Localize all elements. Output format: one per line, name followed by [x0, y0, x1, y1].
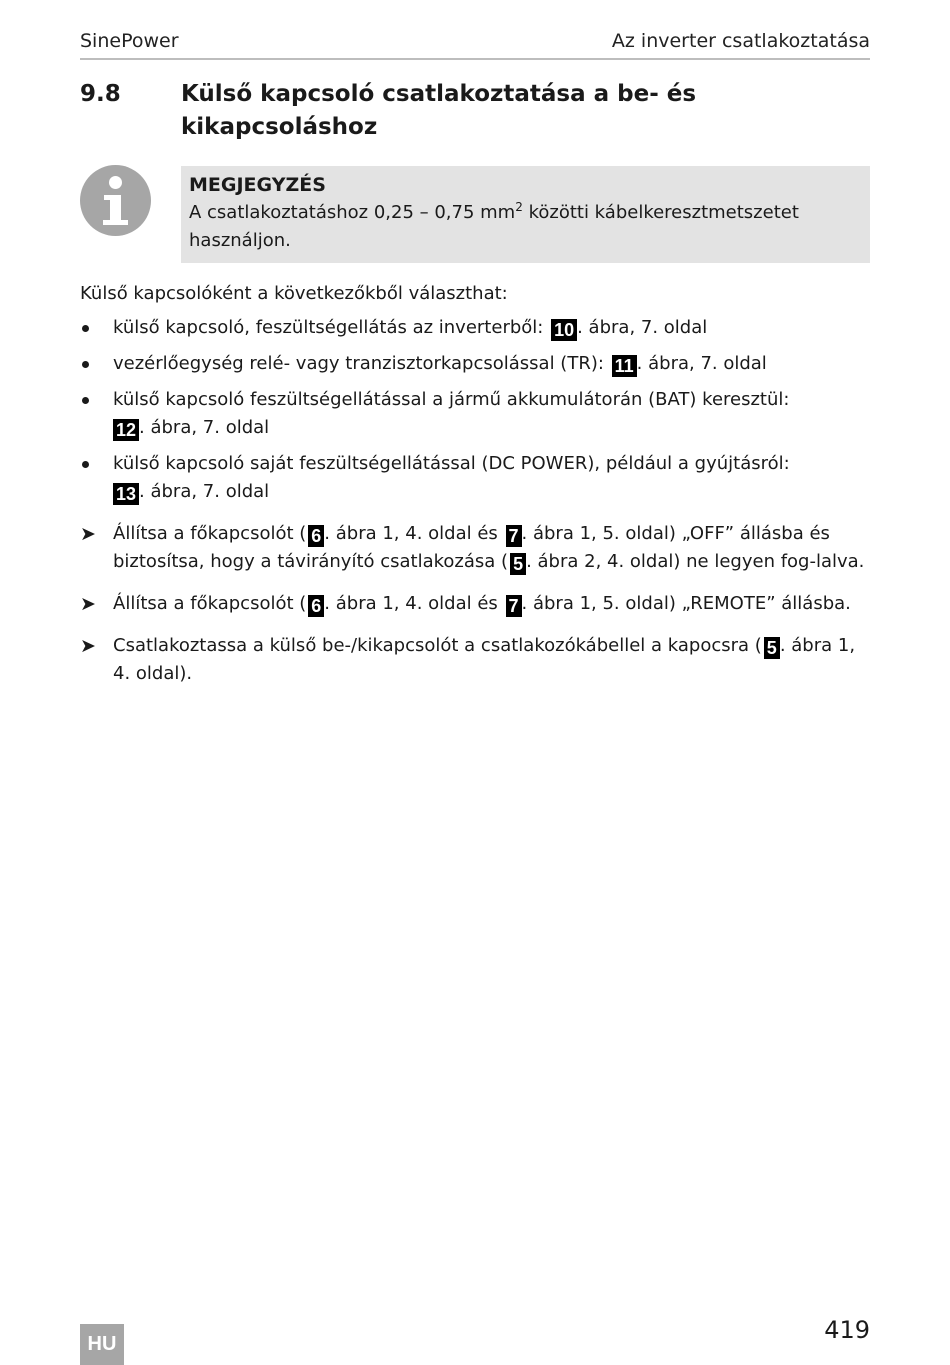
list-item-suffix: . ábra, 7. oldal — [139, 481, 270, 502]
list-item — [80, 386, 870, 442]
intro-paragraph: Külső kapcsolóként a következőkből választhat: — [80, 283, 508, 304]
list-item-text: vezérlőegység relé- vagy tranzisztorkapcsolással (TR): — [113, 353, 610, 374]
section-number: 9.8 — [80, 81, 121, 107]
step-text: . ábra 1, 4. oldal és — [324, 593, 504, 614]
note-text-part: A csatlakoztatáshoz 0,25 – 0,75 mm — [189, 202, 516, 223]
page-number: 419 — [824, 1316, 870, 1344]
list-item — [80, 450, 870, 506]
note-box — [181, 166, 870, 263]
note-superscript: 2 — [515, 200, 523, 214]
figure-reference: 7 — [506, 595, 522, 617]
info-icon — [80, 165, 151, 236]
step-text: . ábra 2, 4. oldal) ne legyen fog-lalva. — [526, 551, 865, 572]
figure-reference: 6 — [308, 595, 324, 617]
arrow-icon: ➤ — [80, 635, 96, 657]
step-text: . ábra 1, 5. oldal) „REMOTE” állásba. — [521, 593, 851, 614]
bullet-icon — [82, 361, 89, 368]
figure-reference: 12 — [113, 419, 139, 441]
step-text: . ábra 1, 5. oldal) „OFF” állásba és biztosítsa, hogy a távirányító csatlakozása ( — [113, 523, 830, 572]
list-item-suffix: . ábra, 7. oldal — [139, 417, 270, 438]
bullet-icon — [82, 325, 89, 332]
body-content — [80, 280, 870, 702]
step-text: Csatlakoztassa a külső be-/kikapcsolót a csatlakozókábellel a kapocsra ( — [113, 635, 762, 656]
figure-reference: 6 — [308, 525, 324, 547]
list-item-text: külső kapcsoló, feszültségellátás az inverterből: — [113, 317, 550, 338]
step-text: Állítsa a főkapcsolót ( — [113, 523, 307, 544]
instruction-step — [80, 632, 870, 688]
arrow-icon: ➤ — [80, 523, 96, 545]
figure-reference: 10 — [551, 319, 577, 341]
list-item — [80, 350, 870, 378]
arrow-icon: ➤ — [80, 593, 96, 615]
list-item-suffix: . ábra, 7. oldal — [577, 317, 708, 338]
note-text-part: közötti kábelkeresztmetszetet használjon. — [189, 202, 799, 251]
instruction-step — [80, 520, 870, 576]
figure-reference: 5 — [510, 553, 526, 575]
list-item-text: külső kapcsoló saját feszültségellátással (DC POWER), például a gyújtásról: — [113, 453, 790, 474]
list-item-text: külső kapcsoló feszültségellátással a jármű akkumulátorán (BAT) keresztül: — [113, 389, 790, 410]
figure-reference: 11 — [612, 355, 637, 377]
header-chapter-title: Az inverter csatlakoztatása — [611, 30, 870, 52]
header-product-name: SinePower — [80, 30, 179, 52]
bullet-icon — [82, 461, 89, 468]
figure-reference: 7 — [506, 525, 522, 547]
instruction-steps — [80, 520, 870, 688]
step-text: Állítsa a főkapcsolót ( — [113, 593, 307, 614]
figure-reference: 13 — [113, 483, 139, 505]
note-text — [189, 199, 862, 255]
section-title: Külső kapcsoló csatlakoztatása a be- és kikapcsoláshoz — [181, 81, 697, 140]
option-list — [80, 314, 870, 506]
list-item-suffix: . ábra, 7. oldal — [636, 353, 767, 374]
note-heading: MEGJEGYZÉS — [189, 174, 326, 196]
figure-reference: 5 — [764, 637, 780, 659]
step-text: . ábra 1, 4. oldal). — [113, 635, 856, 684]
running-header — [80, 28, 870, 60]
step-text: . ábra 1, 4. oldal és — [324, 523, 504, 544]
bullet-icon — [82, 397, 89, 404]
language-badge: HU — [80, 1324, 124, 1365]
instruction-step — [80, 590, 870, 618]
list-item — [80, 314, 870, 342]
